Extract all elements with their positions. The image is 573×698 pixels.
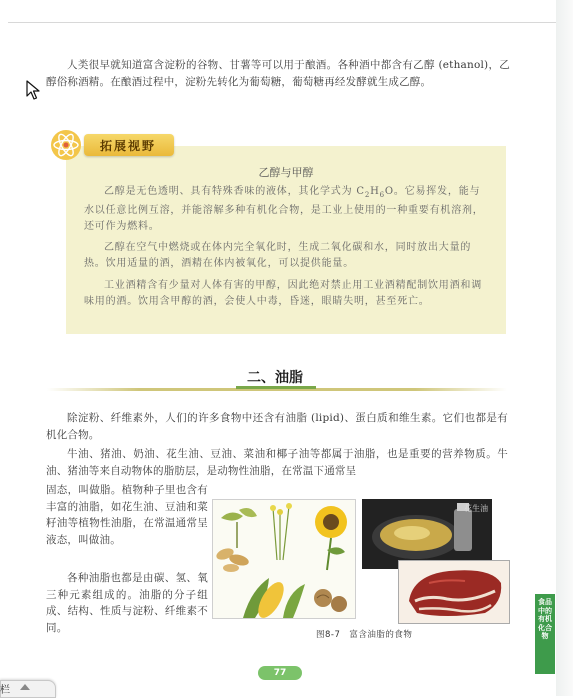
page-gutter: [556, 0, 573, 696]
chapter-side-tab-label: 食品中的有机化合物: [538, 598, 552, 640]
chevron-up-icon[interactable]: [20, 684, 30, 690]
oils-paragraph: 牛油、猪油、奶油、花生油、豆油、菜油和椰子油等都属于油脂，也是重要的营养物质。牛油、猪油等来自动物体的脂肪层，是动物性油脂，在常温下通常呈: [46, 448, 508, 477]
atom-icon: [46, 128, 86, 162]
page-number: 77: [258, 666, 302, 680]
section-title: 二、油脂: [247, 370, 303, 386]
expansion-title: 乙醇与甲醇: [258, 166, 314, 179]
intro-paragraph: 人类很早就知道富含淀粉的谷物、甘薯等可以用于酿酒。各种酒中都含有乙醇 (ethanol)，乙醇俗称酒精。在酿酒过程中，淀粉先转化为葡萄糖，葡萄糖再经发酵就生成乙醇。: [46, 59, 510, 88]
expansion-paragraph-1: 乙醇是无色透明、具有特殊香味的液体，其化学式为 $C_2H_6O$。它易挥发，能与水以任意比例互溶，并能溶解多种有机化合物，是工业上使用的一种重要有机溶剂，还可作为燃料。: [84, 186, 484, 232]
expansion-paragraph-2: 乙醇在空气中燃烧或在体内完全氧化时，生成二氧化碳和水，同时放出大量的热。饮用适量的酒，酒精在体内被氧化，可以提供能量。: [84, 242, 472, 269]
figure-plants-image: [212, 499, 356, 619]
viewer-panel-tab-label: 栏: [0, 685, 10, 696]
lipid-paragraph: 除淀粉、纤维素外，人们的许多食物中还含有油脂 (lipid)、蛋白质和维生素。它们也都是有机化合物。: [46, 412, 508, 441]
expansion-badge: [46, 128, 176, 162]
expansion-badge-label: 拓展视野: [100, 139, 157, 153]
elements-paragraph: 各种油脂也都是由碳、氢、氧三种元素组成的。油脂的分子组成、结构、性质与淀粉、纤维素不同。: [46, 572, 208, 634]
figure-caption: 图8-7 富含油脂的食物: [316, 630, 413, 640]
figure-oil-label: 花生油: [464, 504, 488, 513]
figure-meat-image: [398, 560, 510, 624]
top-rule: [8, 22, 556, 23]
mouse-cursor-icon: [26, 80, 40, 100]
oils-paragraph-continued: 固态，叫做脂。植物种子里也含有丰富的油脂，如花生油、豆油和菜籽油等植物性油脂，在常温通常呈液态，叫做油。: [46, 484, 208, 546]
expansion-paragraph-3: 工业酒精含有少量对人体有害的甲醇，因此绝对禁止用工业酒精配制饮用酒和调味用的酒。饮用含甲醇的酒，会使人中毒，昏迷，眼睛失明，甚至死亡。: [84, 280, 482, 307]
